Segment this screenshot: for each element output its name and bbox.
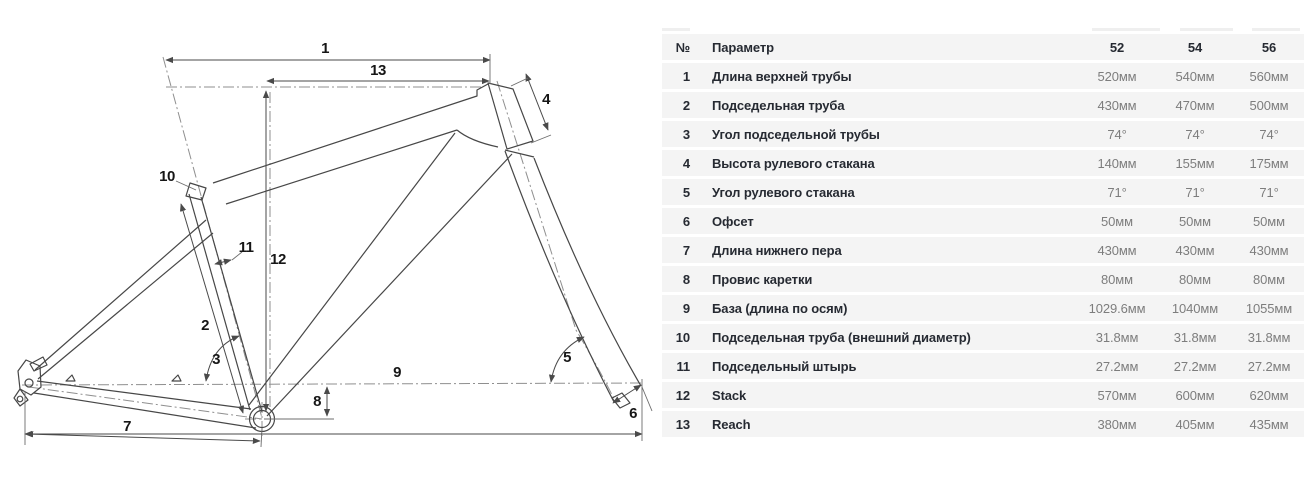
dimension-label-8: 8 — [313, 393, 321, 410]
rear-axle-hole — [25, 379, 33, 387]
row-number: 11 — [676, 358, 690, 374]
row-number: 6 — [682, 213, 690, 229]
row-value-54: 470мм — [1175, 97, 1215, 113]
dimension-labels — [123, 40, 637, 435]
dropout-tab — [30, 357, 47, 371]
rear-dropout — [18, 360, 41, 395]
row-number: 1 — [682, 68, 690, 84]
row-parameter: Длина нижнего пера — [712, 242, 842, 258]
geometry-table-rows — [662, 34, 1304, 440]
row-value-54: 71° — [1185, 184, 1205, 200]
dimension-label-5: 5 — [563, 349, 571, 366]
dimension-label-9: 9 — [393, 364, 401, 381]
row-parameter: Высота рулевого стакана — [712, 155, 875, 171]
table-row — [662, 382, 1304, 408]
row-value-52: 520мм — [1097, 68, 1137, 84]
row-value-56: 31.8мм — [1247, 329, 1291, 345]
row-parameter: Подседельная труба (внешний диаметр) — [712, 329, 971, 345]
row-value-54: 600мм — [1175, 387, 1215, 403]
header-size-56: 56 — [1261, 39, 1277, 55]
row-value-56: 50мм — [1253, 213, 1285, 229]
row-parameter: Подседельный штырь — [712, 358, 857, 374]
table-row — [662, 295, 1304, 321]
geometry-table — [660, 0, 1304, 502]
row-value-54: 27.2мм — [1173, 358, 1217, 374]
row-number: 5 — [682, 184, 690, 200]
dim-7-extension-right — [261, 428, 262, 447]
dim-7-chainstay — [26, 434, 260, 441]
dimension-label-3: 3 — [212, 351, 220, 368]
table-row — [662, 121, 1304, 147]
row-value-54: 31.8мм — [1173, 329, 1217, 345]
table-row — [662, 353, 1304, 379]
chain-stay-upper-edge — [37, 381, 251, 409]
dimension-label-11: 11 — [238, 239, 254, 256]
row-value-56: 175мм — [1249, 155, 1289, 171]
seat-stay-lower-edge — [38, 233, 213, 379]
table-row — [662, 150, 1304, 176]
dim-6-extension — [642, 387, 652, 411]
frame-outline — [14, 83, 641, 432]
row-value-54: 80мм — [1179, 271, 1211, 287]
row-parameter: Офсет — [712, 213, 754, 229]
chain-stay-lower-edge — [34, 393, 256, 428]
table-row — [662, 208, 1304, 234]
row-parameter: Stack — [712, 387, 747, 403]
header-parameter: Параметр — [712, 39, 774, 55]
row-value-54: 540мм — [1175, 68, 1215, 84]
row-value-52: 570мм — [1097, 387, 1137, 403]
cropped-tab-remnant — [1180, 28, 1233, 31]
row-parameter: Reach — [712, 416, 751, 432]
row-number: 7 — [682, 242, 690, 258]
seat-collar — [186, 183, 206, 200]
row-number: 10 — [675, 329, 690, 345]
table-row — [662, 237, 1304, 263]
axle-centerline — [22, 383, 642, 385]
header-number: № — [675, 39, 690, 55]
row-value-52: 31.8мм — [1095, 329, 1139, 345]
cropped-tab-remnant — [662, 28, 690, 31]
fork-dropout — [612, 393, 630, 408]
row-number: 2 — [682, 97, 690, 113]
row-parameter: Провис каретки — [712, 271, 813, 287]
dimension-label-6: 6 — [629, 405, 637, 422]
row-value-54: 1040мм — [1171, 300, 1219, 316]
row-number: 9 — [682, 300, 690, 316]
fork-blade-right-edge — [534, 158, 641, 386]
cable-guide-1 — [66, 375, 75, 381]
hanger-hole — [17, 396, 23, 402]
centerlines — [22, 57, 642, 436]
row-value-52: 430мм — [1097, 242, 1137, 258]
down-tube-lower-edge — [267, 154, 512, 416]
row-number: 13 — [675, 416, 690, 432]
seat-stay-upper-edge — [35, 220, 206, 370]
row-value-52: 80мм — [1101, 271, 1133, 287]
seat-tube-right-edge — [201, 197, 262, 412]
row-value-54: 405мм — [1175, 416, 1215, 432]
dimension-label-1: 1 — [321, 40, 329, 57]
row-value-52: 140мм — [1097, 155, 1137, 171]
row-value-52: 50мм — [1101, 213, 1133, 229]
table-row — [662, 63, 1304, 89]
row-parameter: Угол подседельной трубы — [712, 126, 880, 142]
dimension-label-7: 7 — [123, 418, 131, 435]
table-row — [662, 92, 1304, 118]
row-number: 12 — [675, 387, 690, 403]
row-parameter: База (длина по осям) — [712, 300, 848, 316]
table-row — [662, 324, 1304, 350]
row-value-56: 80мм — [1253, 271, 1285, 287]
dimension-label-10: 10 — [159, 168, 175, 185]
table-row — [662, 266, 1304, 292]
table-row — [662, 179, 1304, 205]
dim-4-extension-top — [511, 78, 528, 86]
dimension-label-13: 13 — [370, 62, 386, 79]
fork-crown — [505, 150, 534, 157]
row-value-52: 71° — [1107, 184, 1127, 200]
dimension-label-2: 2 — [201, 317, 209, 334]
row-value-52: 74° — [1107, 126, 1127, 142]
row-value-52: 27.2мм — [1095, 358, 1139, 374]
table-row — [662, 411, 1304, 437]
cropped-tab-remnant — [1252, 28, 1300, 31]
row-value-54: 430мм — [1175, 242, 1215, 258]
row-number: 3 — [682, 126, 690, 142]
down-tube-upper-edge — [249, 133, 455, 405]
row-value-56: 27.2мм — [1247, 358, 1291, 374]
header-size-52: 52 — [1109, 39, 1125, 55]
row-value-56: 620мм — [1249, 387, 1289, 403]
row-value-54: 155мм — [1175, 155, 1215, 171]
row-value-54: 50мм — [1179, 213, 1211, 229]
row-number: 8 — [682, 271, 690, 287]
row-number: 4 — [682, 155, 690, 171]
chainstay-centerline — [29, 387, 262, 419]
row-value-56: 71° — [1259, 184, 1279, 200]
row-value-56: 74° — [1259, 126, 1279, 142]
dim-4-extension-bottom — [531, 135, 551, 143]
row-value-56: 500мм — [1249, 97, 1289, 113]
row-value-54: 74° — [1185, 126, 1205, 142]
dim-10-leader — [176, 181, 196, 190]
head-tube — [488, 83, 533, 149]
dimension-label-12: 12 — [270, 251, 286, 268]
row-value-52: 1029.6мм — [1088, 300, 1146, 316]
row-parameter: Подседельная труба — [712, 97, 845, 113]
row-parameter: Угол рулевого стакана — [712, 184, 855, 200]
dim-6-fork-offset — [613, 385, 641, 403]
head-tube-fork-axis — [497, 81, 615, 401]
table-header-row — [662, 34, 1304, 60]
row-value-52: 380мм — [1097, 416, 1137, 432]
top-tube-headtube-fillet — [457, 130, 498, 147]
cropped-tab-remnant — [1092, 28, 1160, 31]
row-value-52: 430мм — [1097, 97, 1137, 113]
row-value-56: 430мм — [1249, 242, 1289, 258]
row-value-56: 1055мм — [1245, 300, 1293, 316]
row-value-56: 435мм — [1249, 416, 1289, 432]
row-value-56: 560мм — [1249, 68, 1289, 84]
dimension-lines — [25, 54, 652, 447]
row-parameter: Длина верхней трубы — [712, 68, 852, 84]
dim-11-seatpost-diameter — [215, 260, 231, 264]
dimension-label-4: 4 — [542, 91, 550, 108]
header-size-54: 54 — [1187, 39, 1203, 55]
cable-guide-2 — [172, 375, 181, 381]
